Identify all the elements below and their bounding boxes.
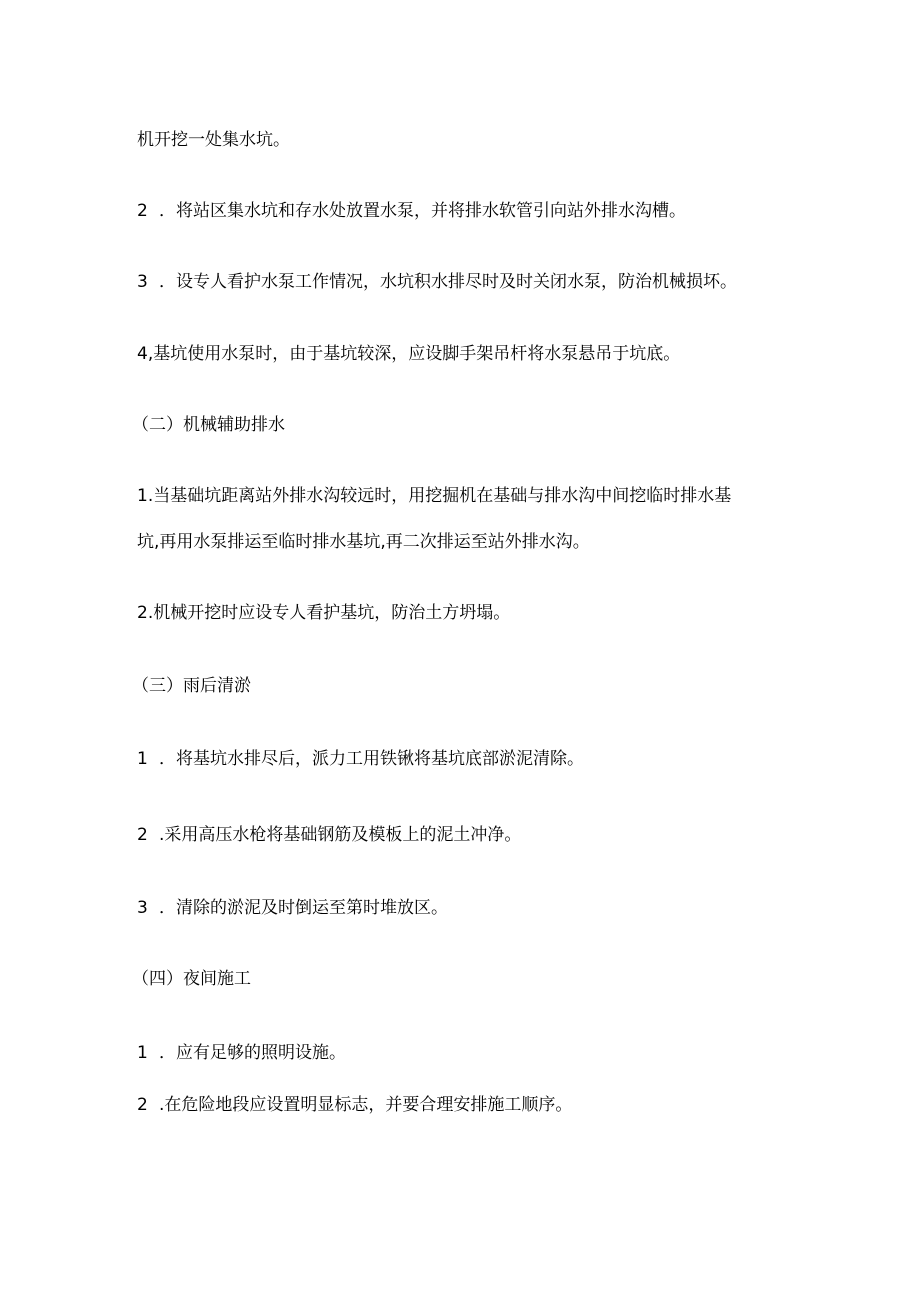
line-text: 2.机械开挖时应设专人看护基坑，防治土方坍塌。 [137,603,511,623]
list-number: 2 [137,1095,148,1115]
list-item-2-pumps [137,199,686,223]
line-text: 1.当基础坑距离站外排水沟较远时，用挖掘机在基础与排水沟中间挖临时排水基 [137,486,732,506]
list-item-3-watch-pumps [137,270,737,294]
section-heading-2 [132,413,285,437]
list-item-1-drain-pit [137,747,584,771]
list-item-1-temporary-pit [137,484,731,508]
heading-text: （二）机械辅助排水 [132,415,285,435]
paragraph-continuation [137,128,290,152]
section-heading-3 [132,674,251,698]
heading-text: （三）雨后清淤 [132,676,251,696]
line-text: 机开挖一处集水坑。 [137,130,290,150]
list-item-4-suspend-pump [137,342,680,366]
line-text: ．设专人看护水泵工作情况，水坑积水排尽时及时关闭水泵，防治机械损坏。 [159,272,737,292]
line-text: ．清除的淤泥及时倒运至第时堆放区。 [159,898,448,918]
list-number: 2 [137,825,148,845]
list-number: 1 [137,749,148,769]
list-item-2-warning-signs [137,1093,572,1117]
list-number: 3 [137,272,148,292]
line-text: 4,基坑使用水泵时，由于基坑较深，应设脚手架吊杆将水泵悬吊于坑底。 [137,344,681,364]
section-heading-4 [132,967,251,991]
line-text: ．将基坑水排尽后，派力工用铁锹将基坑底部淤泥清除。 [159,749,584,769]
line-text: ．将站区集水坑和存水处放置水泵，并将排水软管引向站外排水沟槽。 [159,201,686,221]
list-number: 3 [137,898,148,918]
heading-text: （四）夜间施工 [132,969,251,989]
line-text: .在危险地段应设置明显标志，并要合理安排施工顺序。 [159,1095,573,1115]
list-number: 1 [137,1043,148,1063]
line-text: 坑,再用水泵排运至临时排水基坑,再二次排运至站外排水沟。 [137,532,590,552]
line-text: ．应有足够的照明设施。 [159,1043,346,1063]
list-item-1-lighting [137,1041,346,1065]
list-item-3-mud-disposal [137,896,448,920]
line-text: .采用高压水枪将基础钢筋及模板上的泥土冲净。 [159,825,522,845]
list-item-2-high-pressure [137,823,521,847]
list-number: 2 [137,201,148,221]
list-item-1-continuation [137,530,590,554]
list-item-2-excavation-watch [137,601,510,625]
